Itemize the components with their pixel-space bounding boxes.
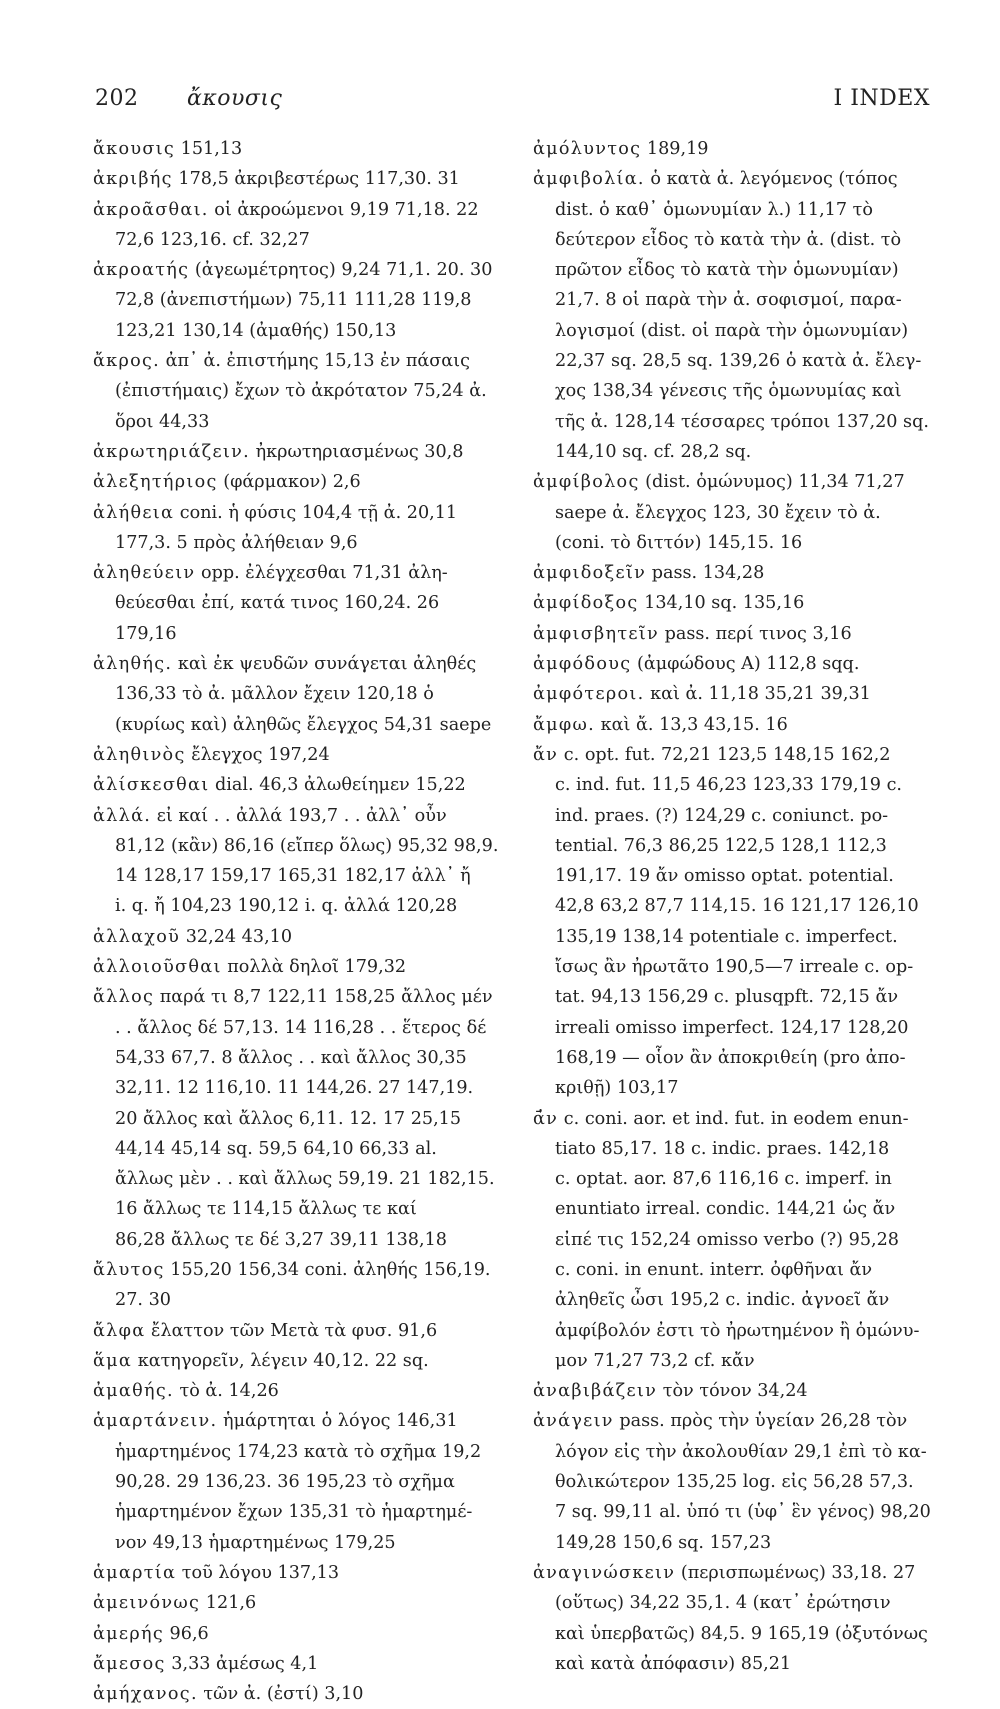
entry-lemma: ἀλήθεια	[93, 502, 175, 523]
index-entry	[93, 1255, 503, 1316]
entry-lemma: ἀμφίβολος	[533, 472, 640, 493]
page-header	[95, 86, 930, 126]
entry-lemma: ἀμφιδοξεῖν	[533, 563, 647, 584]
entry-lemma: ἄλλος	[93, 987, 155, 1008]
entry-references: (φάρμακον) 2,6	[217, 472, 361, 493]
index-entry	[93, 1649, 503, 1679]
entry-lemma: ἀμεινόνως	[93, 1593, 201, 1614]
entry-references: πολλὰ δηλοῖ 179,32	[221, 957, 407, 978]
index-entry	[533, 164, 933, 467]
index-entry	[93, 467, 503, 497]
index-entry	[93, 922, 503, 952]
entry-references: κατηγορεῖν, λέγειν 40,12. 22 sq.	[132, 1350, 429, 1371]
entry-references: τὸν τόνον 34,24	[657, 1381, 808, 1402]
entry-references: 3,33 ἀμέσως 4,1	[165, 1653, 319, 1674]
entry-references: εἰ καί . . ἀλλά 193,7 . . ἀλλ᾽ οὖν 81,12 (κἂν) 86,16 (εἴπερ ὅλως) 95,32 98,9. 14 128,17 159,17 165,31 182,17 ἀλλ᾽ ἤ i. q. ἤ 104,23 190,12 i. q. ἀλλά 120,28	[115, 805, 499, 917]
index-entry	[93, 164, 503, 194]
entry-lemma: ἄμφω.	[533, 714, 596, 735]
entry-references: 32,24 43,10	[180, 926, 293, 947]
entry-lemma: ἀλεξητήριος	[93, 472, 218, 493]
index-entry	[93, 195, 503, 256]
entry-references: (περισπωμένως) 33,18. 27 (οὕτως) 34,22 35,1. 4 (κατ᾽ ἐρώτησιν καὶ ὑπερβατῶς) 84,5. 9 165,19 (ὀξυτόνως καὶ κατὰ ἀπόφασιν) 85,21	[555, 1562, 928, 1674]
index-entry	[93, 1619, 503, 1649]
index-entry	[533, 1376, 933, 1406]
index-entry	[533, 588, 933, 618]
entry-lemma: ἅμα	[93, 1350, 133, 1371]
right-column	[533, 134, 933, 1679]
entry-references: 155,20 156,34 coni. ἀληθής 156,19. 27. 30	[115, 1259, 491, 1311]
index-entry	[533, 740, 933, 1104]
left-column	[93, 134, 503, 1709]
entry-references: ἠκρωτηριασμένως 30,8	[250, 441, 464, 462]
index-entry	[533, 1406, 933, 1557]
entry-lemma: ἀμφισβητεῖν	[533, 623, 659, 644]
entry-lemma: ἀλλά.	[93, 805, 152, 826]
entry-lemma: ἄλυτος	[93, 1259, 165, 1280]
entry-lemma: ἀληθής.	[93, 654, 173, 675]
entry-lemma: ἀκρωτηριάζειν.	[93, 441, 250, 462]
index-entry	[93, 1346, 503, 1376]
entry-lemma: ἀμήχανος.	[93, 1684, 198, 1705]
index-entry	[533, 558, 933, 588]
index-entry	[93, 740, 503, 770]
entry-lemma: ἀμφότεροι.	[533, 684, 645, 705]
entry-lemma: ἄκρος.	[93, 351, 161, 372]
entry-references: dial. 46,3 ἀλωθείημεν 15,22	[209, 775, 466, 796]
entry-lemma: ἀκροᾶσθαι.	[93, 199, 209, 220]
entry-lemma: ἄλφα	[93, 1320, 146, 1341]
entry-references: παρά τι 8,7 122,11 158,25 ἄλλος μέν . . ἄλλος δέ 57,13. 14 116,28 . . ἕτερος δέ 54,33 67,7. 8 ἄλλος . . καὶ ἄλλος 30,35 32,11. 12 116,10. 11 144,26. 27 147,19. 20 ἄλλος καὶ ἄλλος 6,11. 12. 17 25,15 44,14 45,14 sq. 59,5 64,10 66,33 al. ἄλλως μὲν . . καὶ ἄλλως 59,19. 21 182,15. 16 ἄλλως τε 114,15 ἄλλως τε καί 86,28 ἄλλως τε δέ 3,27 39,11 138,18	[115, 987, 495, 1250]
entry-references: 121,6	[200, 1593, 257, 1614]
entry-references: τῶν ἀ. (ἐστί) 3,10	[197, 1684, 364, 1705]
entry-references: (ἀγεωμέτρητος) 9,24 71,1. 20. 30 72,8 (ἀνεπιστήμων) 75,11 111,28 119,8 123,21 130,14 (ἀμαθής) 150,13	[115, 260, 493, 341]
entry-lemma: ἀμερής	[93, 1623, 164, 1644]
entry-references: καὶ ἀ. 11,18 35,21 39,31	[644, 684, 871, 705]
index-entry	[533, 679, 933, 709]
entry-lemma: ἁμαρτάνειν.	[93, 1411, 218, 1432]
page-number: 202	[95, 86, 139, 111]
entry-lemma: ἀκροατής	[93, 260, 190, 281]
entry-lemma: ἀμφίδοξος	[533, 593, 639, 614]
index-entry	[93, 437, 503, 467]
entry-lemma: ἄμεσος	[93, 1653, 166, 1674]
entry-references: 96,6	[163, 1623, 209, 1644]
entry-references: ἀπ᾽ ἀ. ἐπιστήμης 15,13 ἐν πάσαις (ἐπιστήμαις) ἔχων τὸ ἀκρότατον 75,24 ἀ. ὅροι 44,33	[115, 351, 487, 432]
entry-references: τοῦ λόγου 137,13	[176, 1562, 340, 1583]
entry-lemma: ἄκουσις	[93, 139, 176, 159]
index-entry	[93, 1316, 503, 1346]
entry-references: c. coni. aor. et ind. fut. in eodem enun- tiato 85,17. 18 c. indic. praes. 142,18 c. optat. aor. 87,6 116,16 c. imperf. in enuntiato irreal. condic. 144,21 ὡς ἄν εἰπέ τις 152,24 omisso verbo (?) 95,28 c. coni. in enunt. interr. ὀφθῆναι ἄν ἀληθεῖς ὦσι 195,2 c. indic. ἀγνοεῖ ἄν ἀμφίβολόν ἐστι τὸ ἠρωτημένον ἢ ὁμώνυ- μον 71,27 73,2 cf. κἄν	[555, 1108, 920, 1371]
entry-lemma: ἀμφιβολία.	[533, 169, 645, 190]
entry-references: τὸ ἀ. 14,26	[173, 1381, 279, 1402]
index-entry	[533, 710, 933, 740]
entry-lemma: ἀμόλυντος	[533, 139, 642, 159]
index-entry	[533, 467, 933, 558]
entry-references: 151,13	[175, 139, 243, 159]
index-entry	[533, 134, 933, 164]
entry-references: pass. πρὸς τὴν ὑγείαν 26,28 τὸν λόγον εἰς τὴν ἀκολουθίαν 29,1 ἐπὶ τὸ κα- θολικώτερον 135,25 log. εἰς 56,28 57,3. 7 sq. 99,11 al. ὑπό τι (ὑφ᾽ ἓν γένος) 98,20 149,28 150,6 sq. 157,23	[555, 1411, 931, 1553]
entry-lemma: ἀνάγειν	[533, 1411, 614, 1432]
entry-lemma: ᾱ̓ν	[533, 1108, 559, 1129]
index-entry	[93, 952, 503, 982]
entry-references: 178,5 ἀκριβεστέρως 117,30. 31	[172, 169, 460, 190]
index-entry	[93, 1679, 503, 1709]
entry-lemma: ἀλλοιοῦσθαι	[93, 957, 222, 978]
entry-references: (dist. ὁμώνυμος) 11,34 71,27 saepe ἀ. ἔλεγχος 123, 30 ἔχειν τὸ ἀ. (coni. τὸ διττόν) 145,15. 16	[555, 472, 905, 553]
entry-lemma: ἀληθεύειν	[93, 563, 196, 584]
index-entry	[533, 619, 933, 649]
entry-references: καὶ ἄ. 13,3 43,15. 16	[595, 714, 788, 735]
entry-references: c. opt. fut. 72,21 123,5 148,15 162,2 c. ind. fut. 11,5 46,23 123,33 179,19 c. ind. praes. (?) 124,29 c. coniunct. po- tential. 76,3 86,25 122,5 128,1 112,3 191,17. 19 ἄν omisso optat. potential. 42,8 63,2 87,7 114,15. 16 121,17 126,10 135,19 138,14 potentiale c. imperfect. ἴσως ἂν ἠρωτᾶτο 190,5—7 irreale c. op- tat. 94,13 156,29 c. plusqpft. 72,15 ἄν irreali omisso imperfect. 124,17 128,20 168,19 — οἷον ἂν ἀποκριθείη (pro ἀπο- κριθῇ) 103,17	[555, 744, 919, 1099]
index-entry	[93, 1376, 503, 1406]
entry-lemma: ἀλλαχοῦ	[93, 926, 181, 947]
index-entry	[533, 1558, 933, 1679]
entry-lemma: ἀληθινὸς	[93, 744, 186, 765]
running-headword: ἄκουσις	[187, 86, 283, 111]
index-entry	[93, 346, 503, 437]
entry-references: ὁ κατὰ ἀ. λεγόμενος (τόπος dist. ὁ καθ᾽ ὁμωνυμίαν λ.) 11,17 τὸ δεύτερον εἶδος τὸ κατὰ τὴν ἀ. (dist. τὸ πρῶτον εἶδος τὸ κατὰ τὴν ὁμωνυμίαν) 21,7. 8 οἱ παρὰ τὴν ἀ. σοφισμοί, παρα- λογισμοί (dist. οἱ παρὰ τὴν ὁμωνυμίαν) 22,37 sq. 28,5 sq. 139,26 ὁ κατὰ ἀ. ἔλεγ- χος 138,34 γένεσις τῆς ὁμωνυμίας καὶ τῆς ἀ. 128,14 τέσσαρες τρόποι 137,20 sq. 144,10 sq. cf. 28,2 sq.	[555, 169, 929, 462]
index-entry	[93, 649, 503, 740]
entry-lemma: ἀλίσκεσθαι	[93, 775, 210, 796]
entry-references: pass. περί τινος 3,16	[659, 623, 852, 644]
entry-references: οἱ ἀκροώμενοι 9,19 71,18. 22 72,6 123,16. cf. 32,27	[115, 199, 479, 250]
entry-lemma: ἀναγινώσκειν	[533, 1562, 676, 1583]
index-entry	[93, 982, 503, 1255]
entry-references: ἔλαττον τῶν Μετὰ τὰ φυσ. 91,6	[145, 1320, 438, 1341]
entry-lemma: ἀναβιβάζειν	[533, 1381, 658, 1402]
entry-references: καὶ ἐκ ψευδῶν συνάγεται ἀληθές 136,33 τὸ ἀ. μᾶλλον ἔχειν 120,18 ὁ (κυρίως καὶ) ἀληθῶς ἔλεγχος 54,31 saepe	[115, 654, 492, 735]
index-entry	[93, 770, 503, 800]
entry-references: 134,10 sq. 135,16	[638, 593, 805, 614]
entry-references: ἔλεγχος 197,24	[185, 744, 330, 765]
index-entry	[533, 1104, 933, 1377]
entry-references: 189,19	[641, 139, 709, 159]
entry-lemma: ἀκριβής	[93, 169, 173, 190]
entry-references: opp. ἐλέγχεσθαι 71,31 ἀλη- θεύεσθαι ἐπί, κατά τινος 160,24. 26 179,16	[115, 563, 448, 644]
section-title: I INDEX	[833, 86, 930, 111]
index-entry	[93, 255, 503, 346]
entry-references: pass. 134,28	[646, 563, 765, 584]
index-entry	[93, 801, 503, 922]
index-entry	[93, 134, 503, 164]
entry-references: coni. ἡ φύσις 104,4 τῇ ἀ. 20,11 177,3. 5 πρὸς ἀλήθειαν 9,6	[115, 502, 458, 553]
index-entry	[93, 1406, 503, 1557]
entry-lemma: ἀμαθής.	[93, 1381, 174, 1402]
index-entry	[93, 558, 503, 649]
index-entry	[533, 649, 933, 679]
entry-lemma: ἄν	[533, 744, 559, 765]
index-entry	[93, 1558, 503, 1588]
entry-lemma: ἁμαρτία	[93, 1562, 177, 1583]
index-entry	[93, 1588, 503, 1618]
entry-lemma: ἀμφόδους	[533, 654, 632, 675]
entry-references: ἡμάρτηται ὁ λόγος 146,31 ἡμαρτημένος 174,23 κατὰ τὸ σχῆμα 19,2 90,28. 29 136,23. 36 195,23 τὸ σχῆμα ἡμαρτημένον ἔχων 135,31 τὸ ἡμαρτημέ- νον 49,13 ἡμαρτημένως 179,25	[115, 1411, 482, 1553]
index-entry	[93, 498, 503, 559]
entry-references: (ἀμφώδους A) 112,8 sqq.	[631, 654, 860, 675]
